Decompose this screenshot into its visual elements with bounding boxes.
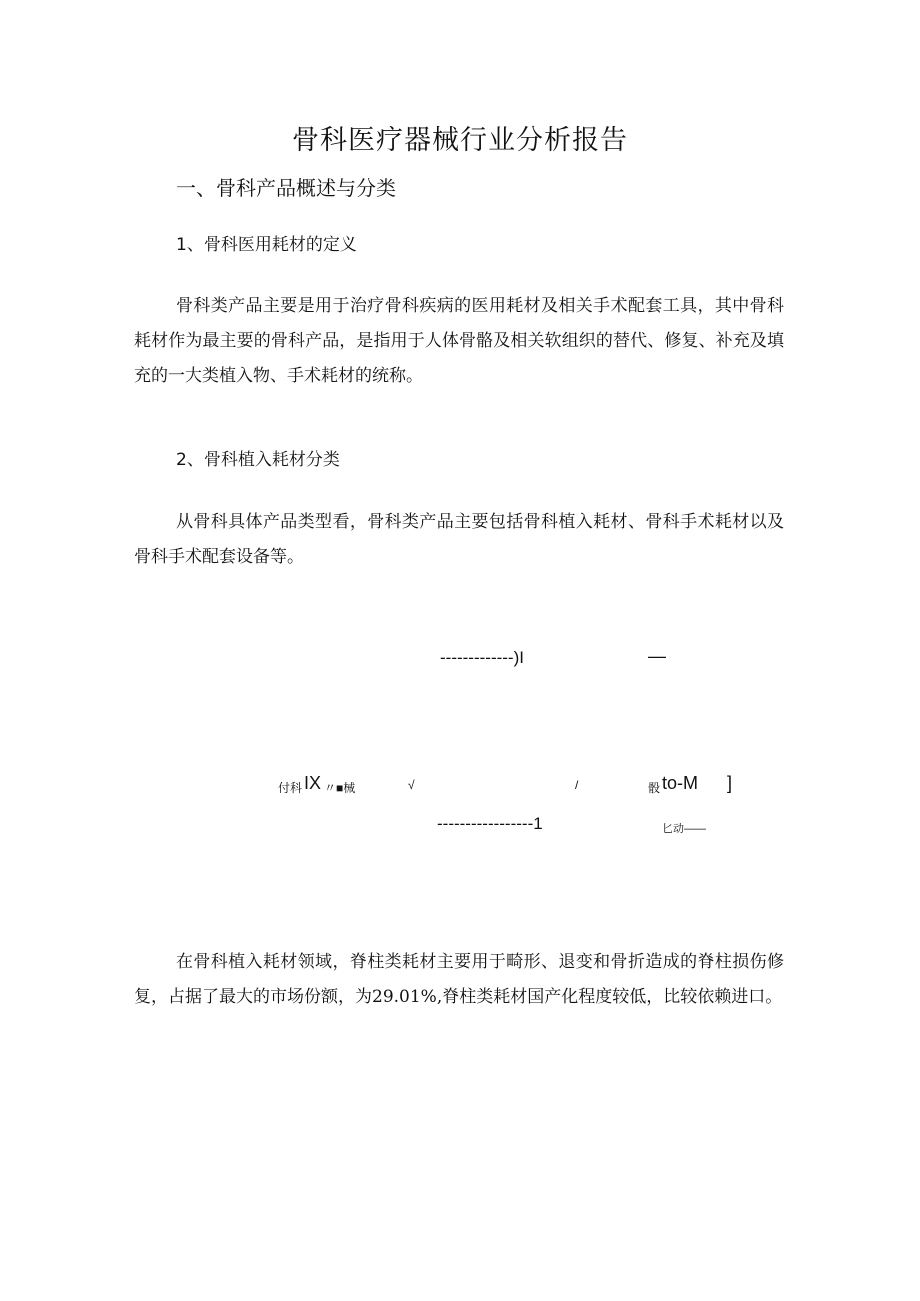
- diagram-top-dash: —: [648, 646, 666, 666]
- diagram-check-mark: √: [408, 778, 415, 792]
- diagram-left-label-big: IX: [304, 773, 322, 793]
- subsection-heading-classification: 2、骨科植入耗材分类: [176, 450, 340, 470]
- diagram-right-label-small: 骰: [648, 781, 661, 795]
- diagram-left-label-small: 付科: [278, 781, 303, 795]
- diagram-bottom-line: -----------------1: [437, 814, 543, 833]
- paragraph-definition: 骨科类产品主要是用于治疗骨科疾病的医用耗材及相关手术配套工具，其中骨科耗材作为最主要的骨科产品，是指用于人体骨骼及相关软组织的替代、修复、补充及填充的一大类植入物、手术耗材的统称。: [134, 296, 784, 386]
- section-heading: 一、骨科产品概述与分类: [176, 176, 396, 200]
- diagram-right-label-big: to-M: [662, 773, 698, 793]
- diagram-right-bracket: ]: [727, 773, 733, 793]
- diagram-slash: /: [575, 778, 579, 792]
- diagram-top-line: -------------)I: [440, 648, 524, 667]
- subsection-heading-definition: 1、骨科医用耗材的定义: [176, 235, 357, 255]
- paragraph-spine-implants: 在骨科植入耗材领域，脊柱类耗材主要用于畸形、退变和骨折造成的脊柱损伤修复，占据了最大的市场份额，为29.01%,脊柱类耗材国产化程度较低，比较依赖进口。: [134, 952, 784, 1007]
- diagram-bottom-right-label: 匕动——: [662, 823, 706, 835]
- document-title: 骨科医疗器械行业分析报告: [292, 125, 628, 156]
- diagram-left-label-rest: 〃■械: [324, 781, 356, 795]
- paragraph-classification: 从骨科具体产品类型看，骨科类产品主要包括骨科植入耗材、骨科手术耗材以及骨科手术配套设备等。: [134, 512, 784, 567]
